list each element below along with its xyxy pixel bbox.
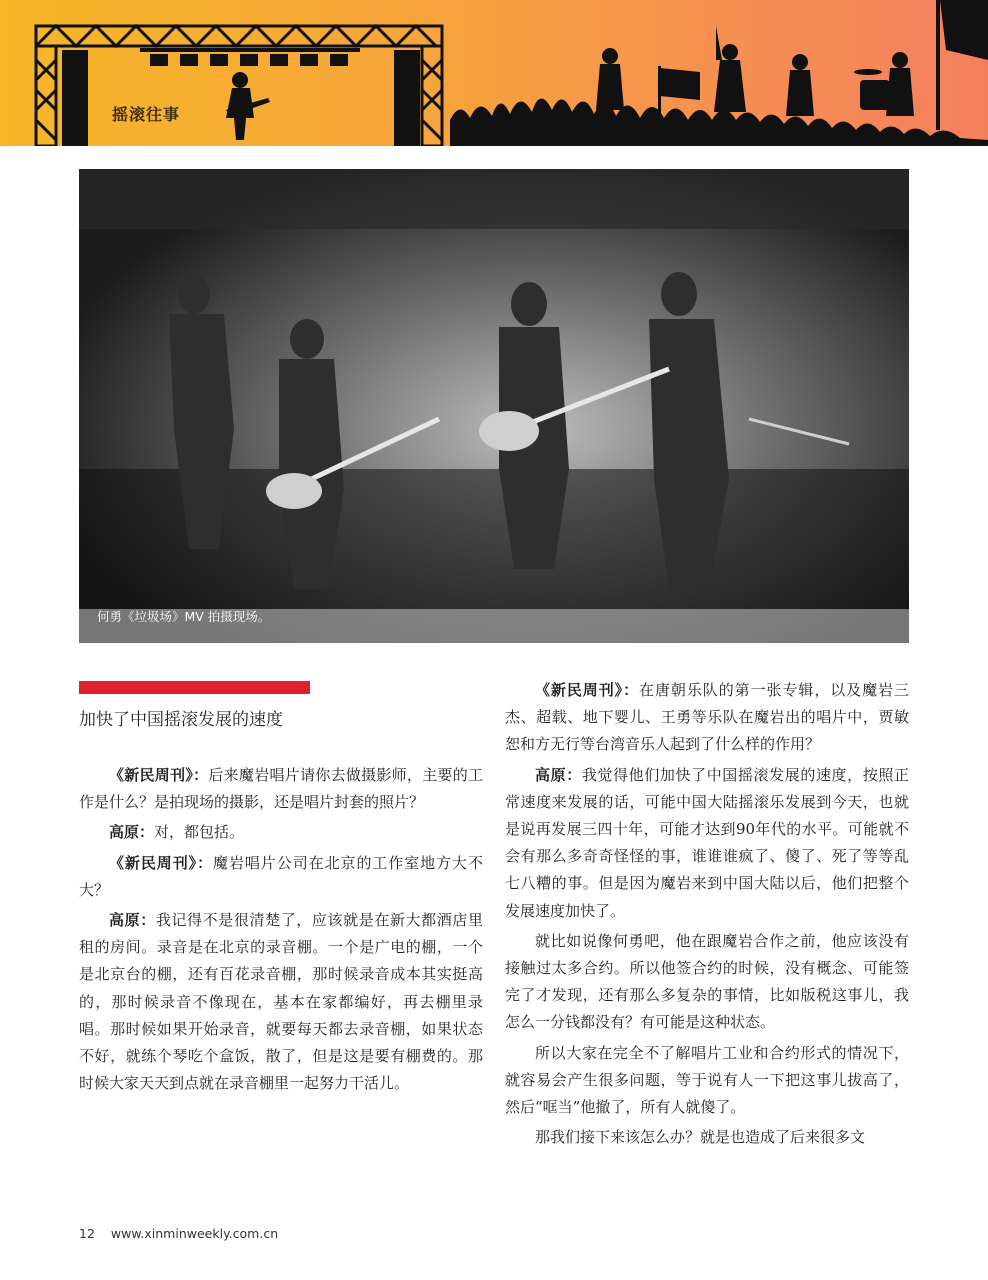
article-left-column xyxy=(79,762,483,1100)
paragraph-text: 我觉得他们加快了中国摇滚发展的速度，按照正常速度来发展的话，可能中国大陆摇滚乐发展到今天，也就是说再发展三四十年，可能才达到90年代的水平。可能就不会有那么多奇奇怪怪的事，谁谁谁疯了、傻了、死了等等乱七八糟的事。但是因为魔岩来到中国大陆以后，他们把整个发展速度加快了。 xyxy=(505,765,909,920)
band-photo xyxy=(79,169,909,643)
paragraph xyxy=(505,762,909,925)
paragraph-text: 就比如说像何勇吧，他在跟魔岩合作之前，他应该没有接触过太多合约。所以他签合约的时候，没有概念、可能签完了才发现，还有那么多复杂的事情，比如版税这事儿，我怎么一分钱都没有？有可能是这种状态。 xyxy=(505,931,909,1032)
article-right-column xyxy=(505,677,909,1154)
paragraph xyxy=(505,1124,909,1151)
paragraph xyxy=(79,762,483,816)
section-subheading: 加快了中国摇滚发展的速度 xyxy=(79,710,283,730)
paragraph-text: 我记得不是很清楚了，应该就是在新大都酒店里租的房间。录音是在北京的录音棚。一个是广电的棚，一个是北京台的棚，还有百花录音棚，那时候录音成本其实挺高的，那时候录音不像现在，基本在家都编好，再去棚里录唱。那时候如果开始录音，就要每天都去录音棚，如果状态不好，就练个琴吃个盒饭，散了，但是这是要有棚费的。那时候大家天天到点就在录音棚里一起努力干活儿。 xyxy=(79,911,483,1093)
header-banner xyxy=(0,0,988,146)
paragraph-text: 后来魔岩唱片请你去做摄影师，主要的工作是什么？是拍现场的摄影，还是唱片封套的照片？ xyxy=(79,766,483,812)
paragraph-text: 对，都包括。 xyxy=(154,823,245,842)
section-accent-bar xyxy=(79,681,310,694)
paragraph xyxy=(505,928,909,1037)
paragraph xyxy=(505,677,909,759)
paragraph xyxy=(79,907,483,1097)
paragraph-text: 魔岩唱片公司在北京的工作室地方大不大？ xyxy=(79,853,483,899)
speaker-label: 高原： xyxy=(109,911,156,930)
paragraph-text: 所以大家在完全不了解唱片工业和合约形式的情况下，就容易会产生很多问题，等于说有人一下把这事儿拔高了，然后“哐当”他撤了，所有人就傻了。 xyxy=(505,1043,909,1117)
page-footer xyxy=(79,1226,278,1241)
paragraph xyxy=(79,850,483,904)
page-number: 12 xyxy=(79,1226,95,1241)
paragraph xyxy=(505,1040,909,1122)
paragraph-text: 那我们接下来该怎么办？就是也造成了后来很多文 xyxy=(535,1128,866,1147)
speaker-label: 高原： xyxy=(535,765,582,784)
paragraph-text: 在唐朝乐队的第一张专辑，以及魔岩三杰、超载、地下婴儿、王勇等乐队在魔岩出的唱片中，贾敏恕和方无行等台湾音乐人起到了什么样的作用？ xyxy=(505,681,909,754)
photo-illustration xyxy=(79,169,909,643)
speaker-label: 《新民周刊》： xyxy=(109,766,209,784)
speaker-label: 《新民周刊》： xyxy=(535,681,640,699)
section-label: 摇滚往事 xyxy=(112,105,181,124)
speaker-label: 《新民周刊》： xyxy=(109,853,214,872)
website-link[interactable]: www.xinminweekly.com.cn xyxy=(110,1226,279,1241)
speaker-label: 高原： xyxy=(109,823,155,842)
paragraph xyxy=(79,819,483,846)
photo-caption: 何勇《垃圾场》MV 拍摄现场。 xyxy=(97,609,271,624)
